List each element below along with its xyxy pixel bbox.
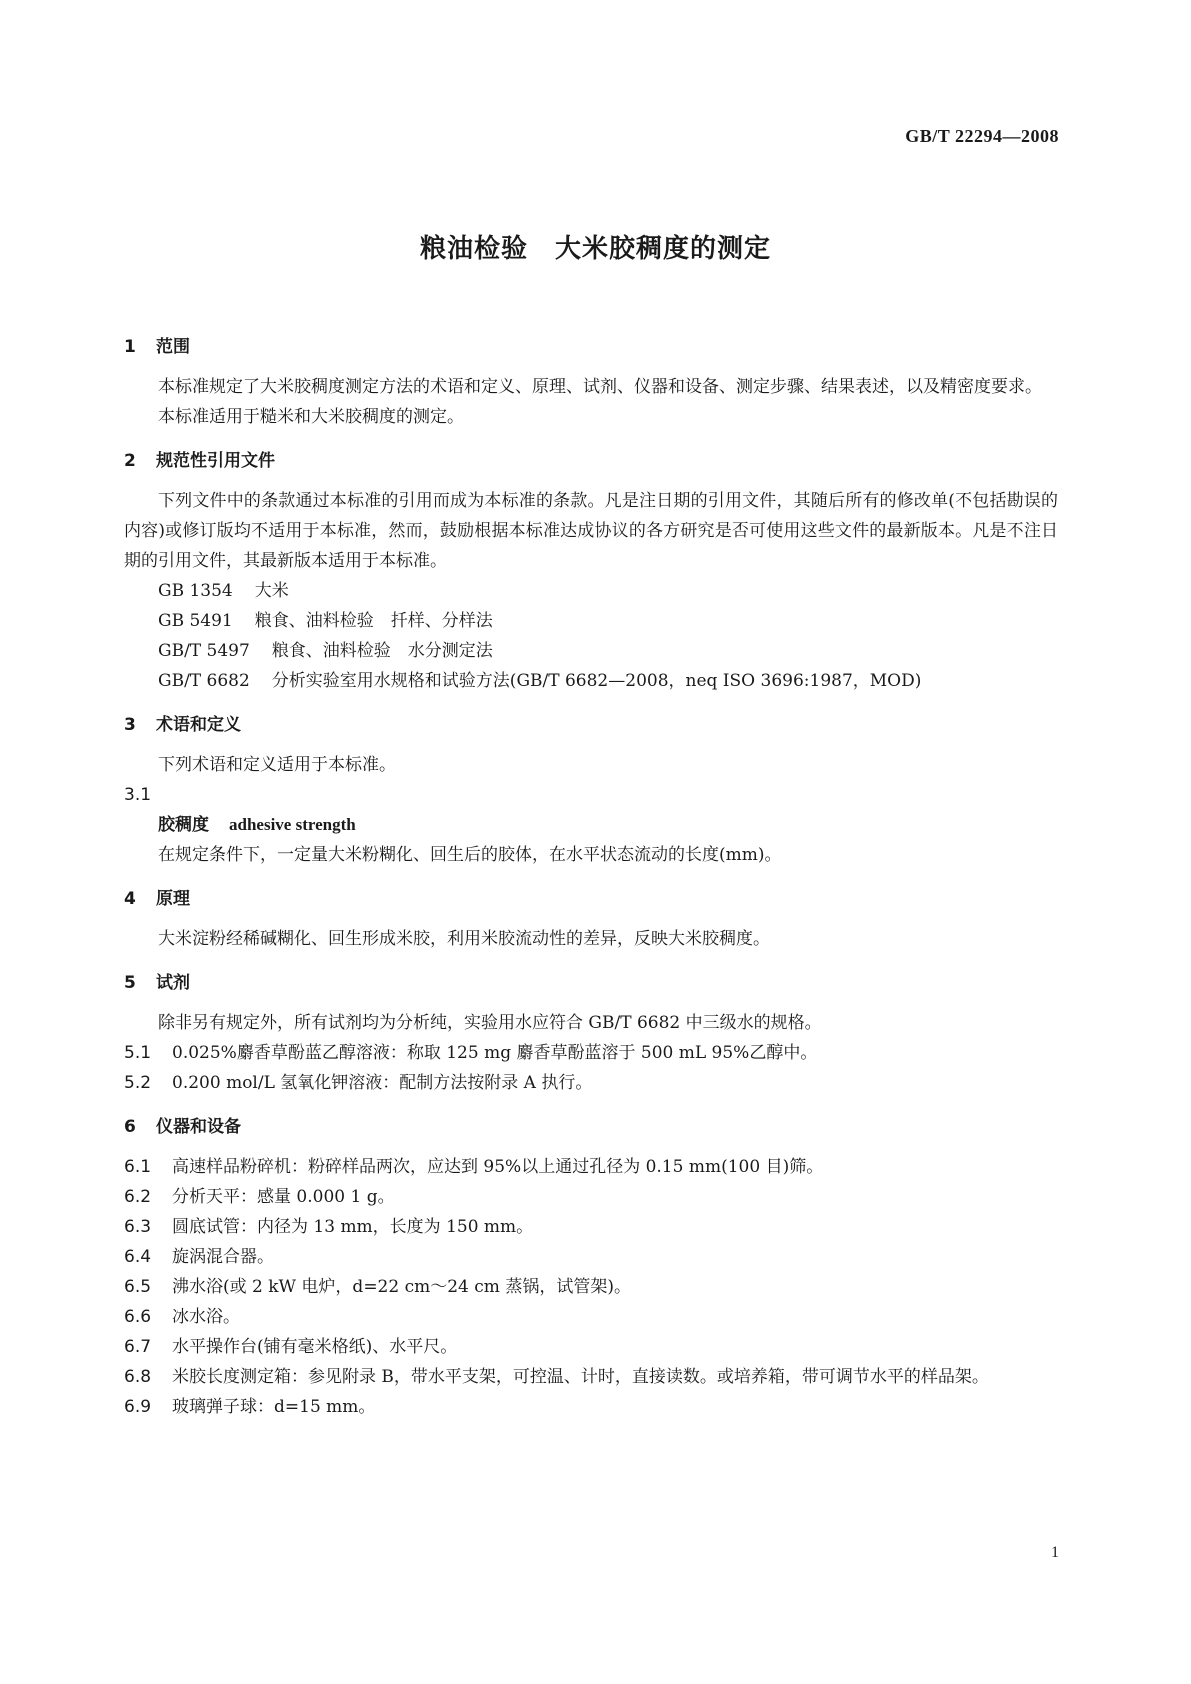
clause-text: 米胶长度测定箱：参见附录 B，带水平支架，可控温、计时，直接读数。或培养箱，带可调节水平的样品架。 <box>172 1367 989 1387</box>
document-title: 粮油检验 大米胶稠度的测定 <box>419 234 771 264</box>
section-heading-scope <box>124 332 1058 362</box>
clause-item <box>124 1302 1058 1332</box>
clause-number: 5.2 <box>124 1073 152 1093</box>
clause-text: 旋涡混合器。 <box>172 1247 274 1267</box>
clause-text: 0.025%麝香草酚蓝乙醇溶液：称取 125 mg 麝香草酚蓝溶于 500 mL 95%乙醇中。 <box>172 1043 818 1063</box>
term-entry <box>124 810 1058 840</box>
reference-name: 大米 <box>254 581 289 601</box>
reference-code: GB/T 6682 <box>158 671 250 691</box>
clause-number: 6.9 <box>124 1397 152 1417</box>
section-number: 6 <box>124 1117 136 1137</box>
page-number: 1 <box>1051 1544 1059 1561</box>
clause-number: 6.8 <box>124 1367 152 1387</box>
paragraph: 下列文件中的条款通过本标准的引用而成为本标准的条款。凡是注日期的引用文件，其随后所有的修改单(不包括勘误的内容)或修订版均不适用于本标准，然而，鼓励根据本标准达成协议的各方研究是否可使用这些文件的最新版本。凡是不注日期的引用文件，其最新版本适用于本标准。 <box>124 491 1058 571</box>
section-number: 3 <box>124 715 136 735</box>
section-number: 4 <box>124 889 136 909</box>
clause-text: 分析天平：感量 0.000 1 g。 <box>172 1187 395 1207</box>
clause-number: 6.7 <box>124 1337 152 1357</box>
clause-text: 沸水浴(或 2 kW 电炉，d=22 cm～24 cm 蒸锅，试管架)。 <box>172 1277 631 1297</box>
paragraph: 下列术语和定义适用于本标准。 <box>158 755 396 775</box>
clause-number: 6.1 <box>124 1157 152 1177</box>
reference-item <box>124 636 1058 666</box>
reference-item <box>124 576 1058 606</box>
section-title: 术语和定义 <box>156 715 241 735</box>
term-chinese: 胶稠度 <box>158 815 209 835</box>
section-title: 仪器和设备 <box>156 1117 241 1137</box>
section-title: 范围 <box>156 337 190 357</box>
section-number: 1 <box>124 337 136 357</box>
clause-item <box>124 1362 1058 1392</box>
clause-item <box>124 1152 1058 1182</box>
standard-code: GB/T 22294—2008 <box>905 126 1059 146</box>
reference-name: 粮食、油料检验 水分测定法 <box>271 641 493 661</box>
term-definition: 在规定条件下，一定量大米粉糊化、回生后的胶体，在水平状态流动的长度(mm)。 <box>158 845 782 865</box>
document-body <box>124 318 1058 1422</box>
term-number <box>124 780 1058 810</box>
clause-item <box>124 1038 1058 1068</box>
clause-number: 5.1 <box>124 1043 152 1063</box>
reference-code: GB 5491 <box>158 611 233 631</box>
paragraph: 本标准规定了大米胶稠度测定方法的术语和定义、原理、试剂、仪器和设备、测定步骤、结果表述，以及精密度要求。 <box>158 377 1042 397</box>
section-heading-apparatus <box>124 1112 1058 1142</box>
section-title: 原理 <box>156 889 190 909</box>
reference-name: 粮食、油料检验 扦样、分样法 <box>254 611 493 631</box>
section-title: 试剂 <box>156 973 190 993</box>
reference-item <box>124 606 1058 636</box>
clause-item <box>124 1068 1058 1098</box>
section-heading-principle <box>124 884 1058 914</box>
clause-number: 3.1 <box>124 785 152 805</box>
clause-number: 6.3 <box>124 1217 152 1237</box>
section-heading-reagents <box>124 968 1058 998</box>
clause-text: 0.200 mol/L 氢氧化钾溶液：配制方法按附录 A 执行。 <box>172 1073 593 1093</box>
clause-text: 圆底试管：内径为 13 mm，长度为 150 mm。 <box>172 1217 534 1237</box>
section-heading-normative-references <box>124 446 1058 476</box>
clause-number: 6.6 <box>124 1307 152 1327</box>
reference-name: 分析实验室用水规格和试验方法(GB/T 6682—2008，neq ISO 3696:1987，MOD) <box>271 671 922 691</box>
section-title: 规范性引用文件 <box>156 451 275 471</box>
clause-text: 冰水浴。 <box>172 1307 240 1327</box>
clause-text: 高速样品粉碎机：粉碎样品两次，应达到 95%以上通过孔径为 0.15 mm(100 目)筛。 <box>172 1157 824 1177</box>
clause-item <box>124 1182 1058 1212</box>
clause-item <box>124 1392 1058 1422</box>
section-number: 5 <box>124 973 136 993</box>
clause-item <box>124 1332 1058 1362</box>
section-heading-terms <box>124 710 1058 740</box>
reference-code: GB/T 5497 <box>158 641 250 661</box>
clause-text: 水平操作台(铺有毫米格纸)、水平尺。 <box>172 1337 458 1357</box>
clause-number: 6.4 <box>124 1247 152 1267</box>
reference-code: GB 1354 <box>158 581 233 601</box>
clause-item <box>124 1212 1058 1242</box>
term-english: adhesive strength <box>229 815 356 834</box>
clause-item <box>124 1242 1058 1272</box>
clause-text: 玻璃弹子球：d=15 mm。 <box>172 1397 376 1417</box>
section-number: 2 <box>124 451 136 471</box>
paragraph: 本标准适用于糙米和大米胶稠度的测定。 <box>158 407 464 427</box>
clause-item <box>124 1272 1058 1302</box>
reference-item <box>124 666 1058 696</box>
paragraph: 除非另有规定外，所有试剂均为分析纯，实验用水应符合 GB/T 6682 中三级水的规格。 <box>158 1013 822 1033</box>
clause-number: 6.5 <box>124 1277 152 1297</box>
paragraph: 大米淀粉经稀碱糊化、回生形成米胶，利用米胶流动性的差异，反映大米胶稠度。 <box>158 929 770 949</box>
clause-number: 6.2 <box>124 1187 152 1207</box>
